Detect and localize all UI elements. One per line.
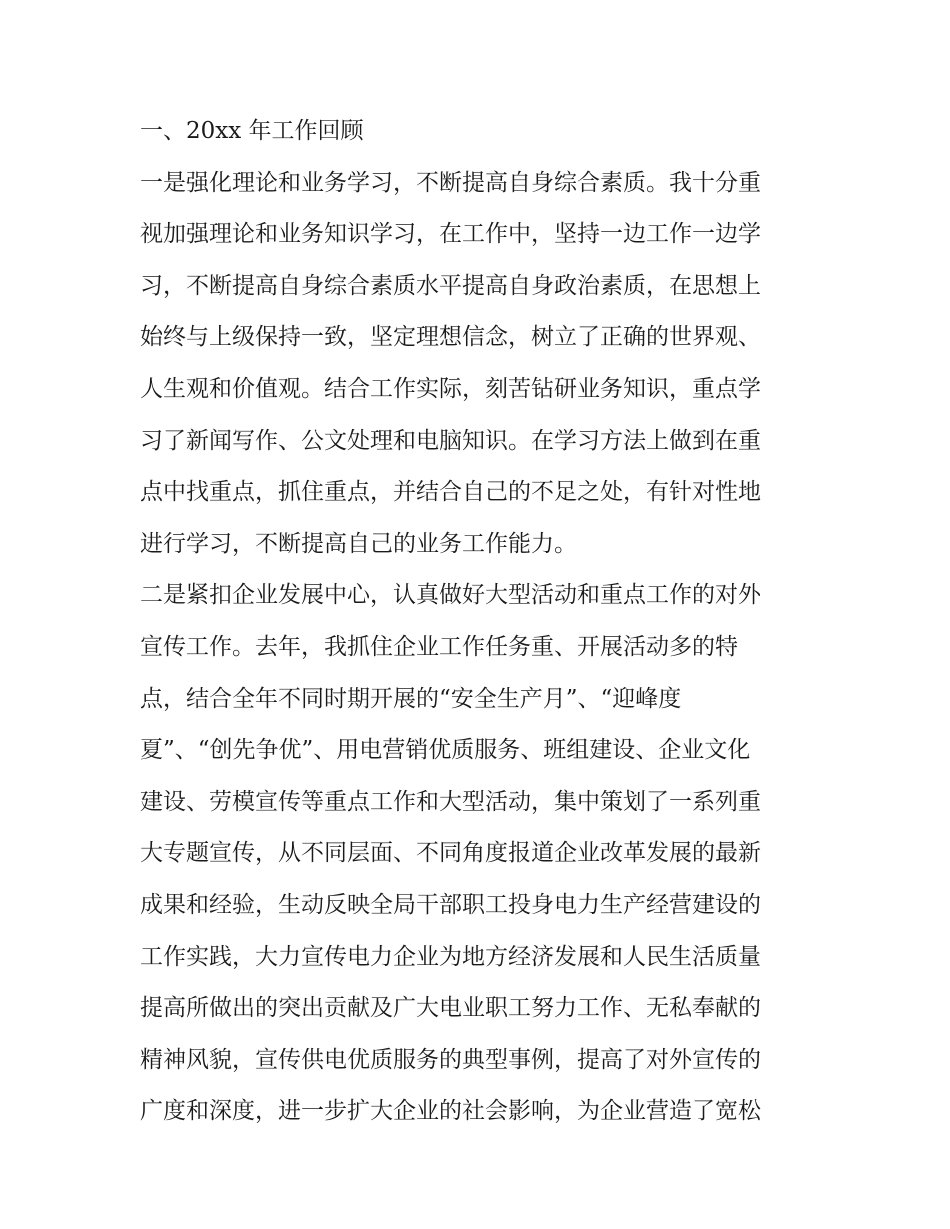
paragraph-line: 习了新闻写作、公文处理和电脑知识。在学习方法上做到在重 (140, 427, 761, 454)
paragraph-line: 人生观和价值观。结合工作实际，刻苦钻研业务知识，重点学 (140, 375, 761, 402)
paragraph-line: 始终与上级保持一致，坚定理想信念，树立了正确的世界观、 (140, 324, 761, 351)
paragraph-line: 习，不断提高自身综合素质水平提高自身政治素质，在思想上 (140, 272, 761, 299)
paragraph-line: 点中找重点，抓住重点，并结合自己的不足之处，有针对性地 (140, 479, 761, 506)
paragraph-line: 宣传工作。去年，我抓住企业工作任务重、开展活动多的特 (140, 633, 738, 660)
paragraph-line: 工作实践，大力宣传电力企业为地方经济发展和人民生活质量 (140, 943, 761, 970)
paragraph-line: 二是紧扣企业发展中心，认真做好大型活动和重点工作的对外 (140, 582, 761, 609)
paragraph-line: 提高所做出的突出贡献及广大电业职工努力工作、无私奉献的 (140, 995, 761, 1022)
paragraph-line: 广度和深度，进一步扩大企业的社会影响，为企业营造了宽松 (140, 1098, 761, 1125)
paragraph-line: 一是强化理论和业务学习，不断提高自身综合素质。我十分重 (140, 169, 761, 196)
paragraph-line: 点，结合全年不同时期开展的“安全生产月”、“迎峰度 (140, 685, 682, 712)
paragraph-line: 成果和经验，生动反映全局干部职工投身电力生产经营建设的 (140, 891, 761, 918)
paragraph-line: 夏”、“创先争优”、用电营销优质服务、班组建设、企业文化 (140, 737, 751, 764)
paragraph-line: 大专题宣传，从不同层面、不同角度报道企业改革发展的最新 (140, 840, 761, 867)
paragraph-line: 精神风貌，宣传供电优质服务的典型事例，提高了对外宣传的 (140, 1046, 761, 1073)
paragraph-line: 进行学习，不断提高自己的业务工作能力。 (140, 530, 577, 557)
section-heading: 一、20xx 年工作回顾 (140, 118, 364, 144)
document-body (140, 106, 820, 1138)
paragraph-line: 建设、劳模宣传等重点工作和大型活动，集中策划了一系列重 (140, 788, 761, 815)
paragraph-line: 视加强理论和业务知识学习，在工作中，坚持一边工作一边学 (140, 221, 761, 248)
